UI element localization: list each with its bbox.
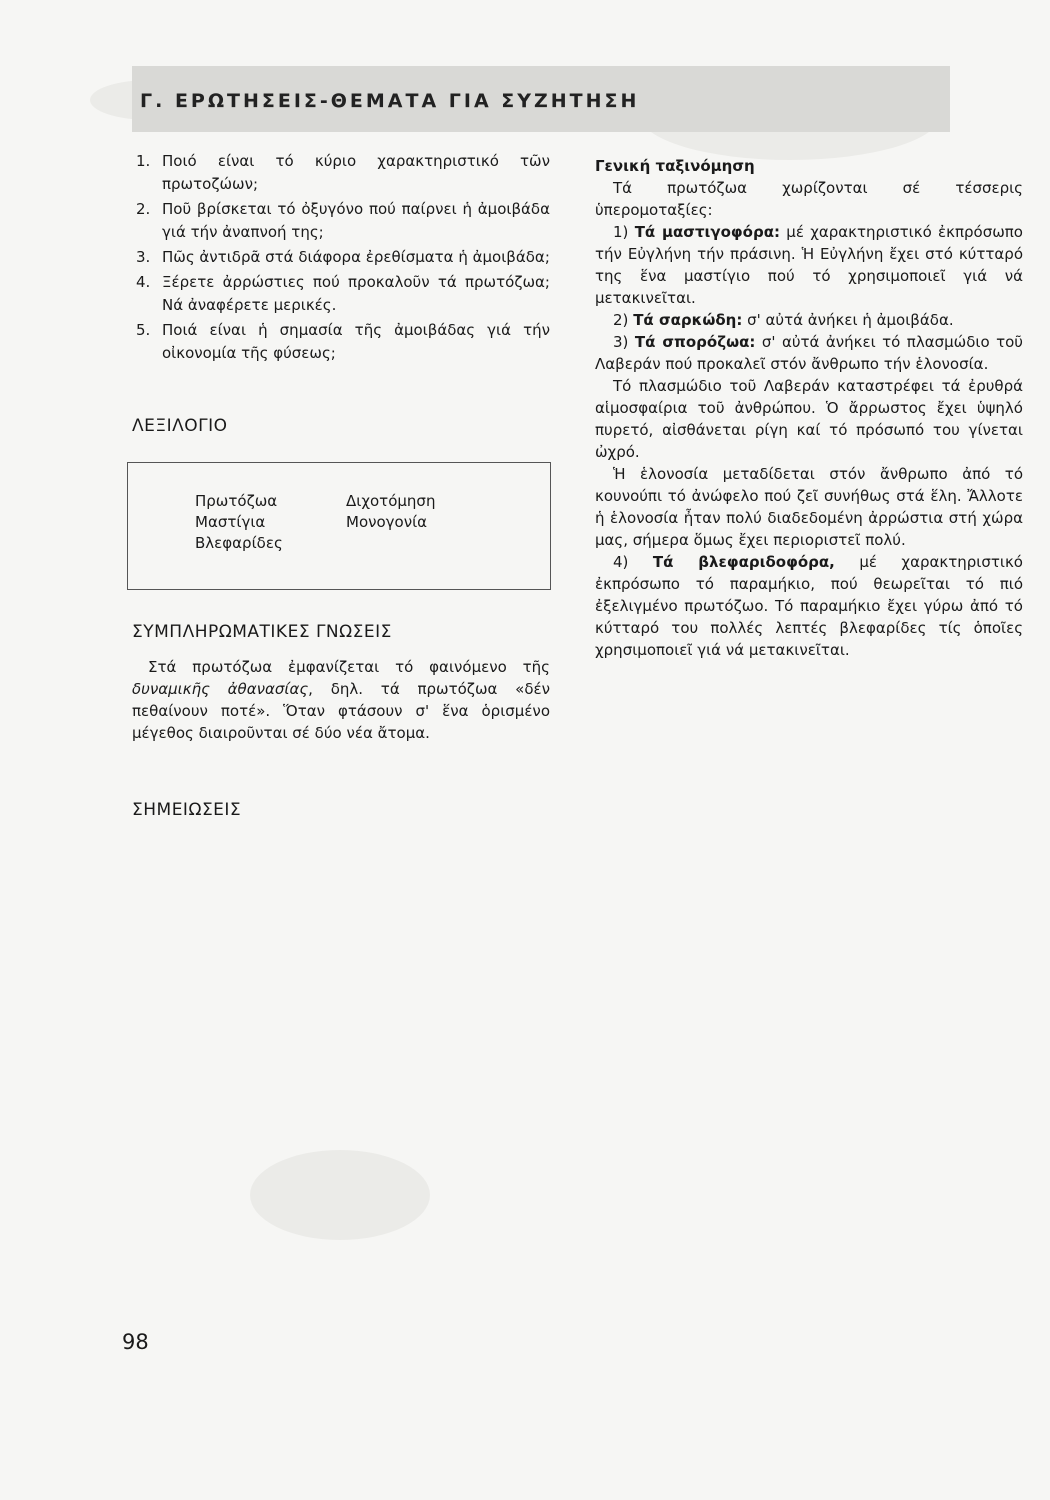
supplementary-emphasis: δυναμικῆς ἀθανασίας bbox=[132, 680, 309, 698]
question-number: 1. bbox=[136, 152, 151, 170]
question-number: 3. bbox=[136, 248, 151, 266]
section-title: Γ. ΕΡΩΤΗΣΕΙΣ-ΘΕΜΑΤΑ ΓΙΑ ΣΥΖΗΤΗΣΗ bbox=[140, 90, 640, 112]
question-item bbox=[132, 319, 550, 365]
malaria-paragraph: Τό πλασμώδιο τοῦ Λαβεράν καταστρέφει τά ἐρυθρά αἱμοσφαίρια τοῦ ἀνθρώπου. Ὁ ἄρρωστος ἔχει ὑψηλό πυρετό, αἰσθάνεται ρίγη καί τό πρόσωπό του γίνεται ὠχρό. bbox=[595, 377, 1023, 461]
item-number: 4) bbox=[613, 553, 629, 571]
bleed-through-shape bbox=[250, 1150, 430, 1240]
question-item bbox=[132, 198, 550, 244]
question-text: Ποιό είναι τό κύριο χαρακτηριστικό τῶν πρωτοζώων; bbox=[162, 152, 550, 193]
classification-item bbox=[595, 309, 1023, 331]
item-name: Τά μαστιγοφόρα: bbox=[634, 223, 780, 241]
item-name: Τά σπορόζωα: bbox=[634, 333, 756, 351]
item-text: μέ χαρακτηριστικό ἐκπρόσωπο τήν Εὐγλήνη τήν πράσινη. Ἡ Εὐγλήνη ἔχει στό κύτταρό της ἕνα μαστίγιο πού τό χρησιμοποιεῖ γιά νά μετακινεῖται. bbox=[595, 223, 1023, 307]
glossary-heading: ΛΕΞΙΛΟΓΙΟ bbox=[132, 416, 228, 436]
item-text: μέ χαρακτηριστικό ἐκπρόσωπο τό παραμήκιο, πού θεωρεῖται τό πιό ἐξελιγμένο πρωτόζωο. Τό παραμήκιο ἔχει γύρω ἀπό τό κύτταρό του πολλές λεπτές βλεφαρίδες τίς ὁποῖες χρησιμοποιεῖ γιά νά μετακινεῖται. bbox=[595, 553, 1023, 659]
glossary-box bbox=[127, 462, 551, 590]
supplementary-text-part: Στά πρωτόζωα ἐμφανίζεται τό φαινόμενο τῆς bbox=[148, 658, 550, 676]
question-text: Ποῦ βρίσκεται τό ὀξυγόνο πού παίρνει ἡ ἀμοιβάδα γιά τήν ἀναπνοή της; bbox=[162, 200, 550, 241]
question-item bbox=[132, 150, 550, 196]
question-text: Ποιά είναι ἡ σημασία τῆς ἀμοιβάδας γιά τήν οἰκονομία τῆς φύσεως; bbox=[162, 321, 550, 362]
question-number: 4. bbox=[136, 273, 151, 291]
glossary-term: Διχοτόμηση bbox=[346, 492, 436, 510]
classification-item bbox=[595, 551, 1023, 661]
classification-item bbox=[595, 221, 1023, 309]
notes-heading: ΣΗΜΕΙΩΣΕΙΣ bbox=[132, 800, 242, 820]
item-number: 3) bbox=[613, 333, 629, 351]
glossary-term: Μονογονία bbox=[346, 513, 428, 531]
question-number: 2. bbox=[136, 200, 151, 218]
supplementary-heading: ΣΥΜΠΛΗΡΩΜΑΤΙΚΕΣ ΓΝΩΣΕΙΣ bbox=[132, 622, 392, 642]
question-text: Πῶς ἀντιδρᾶ στά διάφορα ἐρεθίσματα ἡ ἀμοιβάδα; bbox=[162, 248, 550, 266]
glossary-term: Βλεφαρίδες bbox=[195, 534, 283, 552]
question-item bbox=[132, 271, 550, 317]
supplementary-text bbox=[132, 656, 550, 744]
classification-item bbox=[595, 331, 1023, 375]
item-text: σ' αὐτά ἀνήκει τό πλασμώδιο τοῦ Λαβεράν πού προκαλεῖ στόν ἄνθρωπο τήν ἑλονοσία. bbox=[595, 333, 1023, 373]
glossary-term: Πρωτόζωα bbox=[195, 492, 278, 510]
glossary-column-2 bbox=[346, 491, 435, 533]
question-text: Ξέρετε ἀρρώστιες πού προκαλοῦν τά πρωτόζωα; Νά ἀναφέρετε μερικές. bbox=[162, 273, 550, 314]
question-number: 5. bbox=[136, 321, 151, 339]
question-list bbox=[132, 150, 550, 367]
item-name: Τά βλεφαριδοφόρα, bbox=[652, 553, 835, 571]
item-text: σ' αὐτά ἀνήκει ἡ ἀμοιβάδα. bbox=[742, 311, 954, 329]
page-number: 98 bbox=[122, 1330, 149, 1354]
transmission-paragraph: Ἡ ἑλονοσία μεταδίδεται στόν ἄνθρωπο ἀπό τό κουνούπι τό ἀνώφελο πού ζεῖ συνήθως στά ἕλη. Ἄλλοτε ἡ ἑλονοσία ἦταν πολύ διαδεδομένη ἀρρώστια στή χώρα μας, σήμερα ὅμως ἔχει περιοριστεῖ πολύ. bbox=[595, 465, 1023, 549]
glossary-column-1 bbox=[195, 491, 283, 554]
question-item bbox=[132, 246, 550, 269]
classification-intro: Τά πρωτόζωα χωρίζονται σέ τέσσερις ὑπερομοταξίες: bbox=[595, 179, 1023, 219]
item-number: 2) bbox=[613, 311, 629, 329]
glossary-term: Μαστίγια bbox=[195, 513, 266, 531]
supplementary-text-part: , δηλ. τά πρωτόζωα «δέν πεθαίνουν ποτέ». Ὅταν φτάσουν σ' ἕνα ὁρισμένο μέγεθος διαιροῦνται σέ δύο νέα ἄτομα. bbox=[132, 680, 551, 742]
classification-heading: Γενική ταξινόμηση bbox=[595, 157, 755, 175]
classification-column bbox=[595, 155, 1023, 661]
item-number: 1) bbox=[613, 223, 629, 241]
item-name: Τά σαρκώδη: bbox=[633, 311, 743, 329]
